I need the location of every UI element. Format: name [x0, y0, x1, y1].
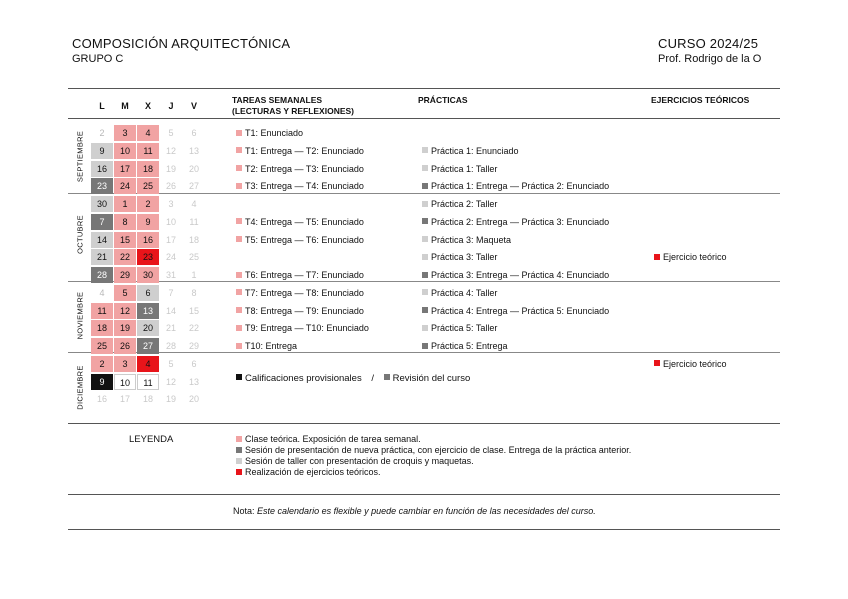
day-cell: 24 [114, 178, 136, 194]
day-cell: 3 [168, 199, 174, 209]
day-cell: 19 [165, 394, 176, 405]
note-label: Nota: [233, 506, 255, 516]
task-entry: T3: Entrega — T4: Enunciado [236, 178, 364, 194]
theory-entry: Ejercicio teórico [654, 356, 727, 372]
day-cell: 24 [165, 252, 176, 263]
day-cell: 10 [165, 216, 176, 227]
day-cell: 18 [137, 161, 159, 177]
pink-square-icon [236, 272, 242, 278]
group-label: GRUPO C [72, 53, 124, 65]
note [233, 506, 596, 516]
pink-square-icon [236, 343, 242, 349]
month-label-october: OCTUBRE [75, 215, 85, 254]
day-header-x: X [144, 101, 151, 111]
day-cell: 6 [137, 285, 159, 301]
final-note [236, 371, 470, 387]
day-cell: 11 [91, 303, 113, 319]
dark-gray-square-icon [422, 183, 428, 189]
pink-square-icon [236, 289, 242, 295]
day-cell: 28 [165, 341, 176, 351]
final-note-part2: Revisión del curso [392, 373, 471, 384]
practice-entry: Práctica 3: Maqueta [422, 232, 511, 248]
day-header-j: J [168, 101, 174, 111]
day-cell: 26 [165, 181, 176, 192]
pink-square-icon [236, 436, 242, 442]
day-cell: 29 [114, 267, 136, 283]
practice-entry: Práctica 4: Taller [422, 285, 497, 301]
red-square-icon [654, 254, 660, 260]
light-gray-square-icon [422, 289, 428, 295]
legend-bottom-rule [68, 494, 780, 495]
day-cell: 12 [165, 145, 176, 156]
pink-square-icon [236, 325, 242, 331]
day-cell: 18 [188, 234, 199, 245]
course-title: COMPOSICIÓN ARQUITECTÓNICA [72, 36, 291, 51]
header-rule [68, 118, 780, 119]
month-label-september: SEPTIEMBRE [75, 130, 85, 183]
pink-square-icon [236, 218, 242, 224]
day-cell: 6 [191, 128, 197, 138]
day-cell: 16 [91, 161, 113, 177]
red-square-icon [654, 360, 660, 366]
legend-item: Sesión de presentación de nueva práctica, con ejercicio de clase. Entrega de la práctica anterior. [236, 445, 631, 456]
practice-entry: Práctica 3: Taller [422, 249, 497, 265]
tasks-header-line2: (LECTURAS Y REFLEXIONES) [232, 106, 355, 116]
day-cell: 13 [137, 303, 159, 319]
note-text: Este calendario es flexible y puede cambiar en función de las necesidades del curso. [257, 506, 596, 516]
practice-entry: Práctica 5: Entrega [422, 338, 508, 354]
day-cell: 17 [165, 234, 176, 245]
final-note-separator: / [371, 373, 374, 384]
course-year: CURSO 2024/25 [658, 36, 759, 51]
day-cell: 22 [188, 323, 199, 334]
dark-gray-square-icon [384, 374, 390, 380]
day-cell: 2 [91, 356, 113, 372]
task-entry: T9: Entrega — T10: Enunciado [236, 320, 369, 336]
light-gray-square-icon [422, 201, 428, 207]
dark-gray-square-icon [236, 447, 242, 453]
day-cell: 7 [91, 214, 113, 230]
month-label-november: NOVIEMBRE [75, 291, 85, 340]
task-entry: T8: Entrega — T9: Enunciado [236, 303, 364, 319]
day-cell: 5 [168, 128, 174, 138]
pink-square-icon [236, 165, 242, 171]
day-cell: 2 [99, 128, 105, 138]
task-entry: T6: Entrega — T7: Enunciado [236, 267, 364, 283]
day-cell: 3 [114, 356, 136, 372]
pink-square-icon [236, 130, 242, 136]
light-gray-square-icon [422, 325, 428, 331]
day-cell: 20 [137, 320, 159, 336]
day-cell: 17 [114, 161, 136, 177]
task-entry: T1: Enunciado [236, 125, 303, 141]
practice-entry: Práctica 2: Entrega — Práctica 3: Enunciado [422, 214, 609, 230]
legend-item: Realización de ejercicios teóricos. [236, 467, 631, 478]
day-cell: 28 [91, 267, 113, 283]
day-cell: 21 [91, 249, 113, 265]
day-cell: 10 [114, 374, 136, 390]
grid-bottom-rule [68, 423, 780, 424]
day-cell: 8 [191, 287, 197, 298]
day-header-m: M [121, 101, 129, 111]
day-cell: 12 [114, 303, 136, 319]
day-cell: 7 [168, 287, 174, 298]
task-entry: T4: Entrega — T5: Enunciado [236, 214, 364, 230]
practice-entry: Práctica 1: Entrega — Práctica 2: Enunciado [422, 178, 609, 194]
day-cell: 1 [191, 270, 197, 280]
tasks-header-line1: TAREAS SEMANALES [232, 95, 323, 105]
tasks-header [232, 95, 354, 117]
day-cell: 13 [188, 145, 199, 156]
day-cell: 19 [114, 320, 136, 336]
day-cell: 22 [114, 249, 136, 265]
day-cell: 12 [165, 376, 176, 387]
pink-square-icon [236, 183, 242, 189]
day-cell: 16 [137, 232, 159, 248]
practice-entry: Práctica 4: Entrega — Práctica 5: Enunciado [422, 303, 609, 319]
month-label-december: DICIEMBRE [75, 365, 85, 410]
day-cell: 5 [114, 285, 136, 301]
task-entry: T2: Entrega — T3: Enunciado [236, 161, 364, 177]
day-cell: 30 [137, 267, 159, 283]
day-cell: 9 [91, 143, 113, 159]
day-cell: 15 [188, 305, 199, 316]
day-cell: 9 [137, 214, 159, 230]
day-cell: 10 [114, 143, 136, 159]
day-cell: 14 [165, 305, 176, 316]
practices-header: PRÁCTICAS [418, 95, 468, 105]
day-cell: 27 [137, 338, 159, 354]
day-cell: 26 [114, 338, 136, 354]
day-cell: 25 [188, 252, 199, 263]
day-cell: 29 [188, 341, 199, 351]
day-cell: 4 [137, 356, 159, 372]
task-entry: T10: Entrega [236, 338, 297, 354]
red-square-icon [236, 469, 242, 475]
day-cell: 3 [114, 125, 136, 141]
day-cell: 27 [188, 181, 199, 192]
day-cell: 18 [142, 394, 153, 405]
day-cell: 11 [137, 143, 159, 159]
legend [236, 434, 631, 478]
theory-entry: Ejercicio teórico [654, 249, 727, 265]
pink-square-icon [236, 307, 242, 313]
day-cell: 4 [137, 125, 159, 141]
day-cell: 18 [91, 320, 113, 336]
practice-entry: Práctica 1: Enunciado [422, 143, 519, 159]
day-cell: 17 [119, 394, 130, 405]
task-entry: T7: Entrega — T8: Enunciado [236, 285, 364, 301]
practice-entry: Práctica 5: Taller [422, 320, 497, 336]
day-cell: 5 [168, 358, 174, 369]
professor-name: Prof. Rodrigo de la O [658, 53, 762, 65]
day-cell: 2 [137, 196, 159, 212]
dark-gray-square-icon [422, 343, 428, 349]
day-cell: 6 [191, 358, 197, 369]
day-header-l: L [99, 101, 105, 111]
day-cell: 20 [188, 163, 199, 174]
light-gray-square-icon [422, 236, 428, 242]
day-cell: 15 [114, 232, 136, 248]
day-cell: 25 [137, 178, 159, 194]
day-cell: 4 [99, 287, 105, 298]
light-gray-square-icon [422, 165, 428, 171]
top-rule [68, 88, 780, 89]
legend-item: Sesión de taller con presentación de croquis y maquetas. [236, 456, 631, 467]
theory-header: EJERCICIOS TEÓRICOS [651, 95, 750, 105]
day-cell: 20 [188, 394, 199, 405]
day-cell: 4 [191, 199, 197, 209]
day-cell: 13 [188, 376, 199, 387]
day-cell: 11 [137, 374, 159, 390]
day-cell: 23 [91, 178, 113, 194]
day-cell: 16 [96, 394, 107, 405]
day-cell: 31 [165, 270, 176, 280]
black-square-icon [236, 374, 242, 380]
practice-entry: Práctica 2: Taller [422, 196, 497, 212]
task-entry: T5: Entrega — T6: Enunciado [236, 232, 364, 248]
day-header-v: V [190, 101, 197, 111]
practice-entry: Práctica 3: Entrega — Práctica 4: Enunciado [422, 267, 609, 283]
day-cell: 21 [165, 323, 176, 334]
dark-gray-square-icon [422, 307, 428, 313]
day-cell: 9 [91, 374, 113, 390]
light-gray-square-icon [236, 458, 242, 464]
task-entry: T1: Entrega — T2: Enunciado [236, 143, 364, 159]
final-note-part1: Calificaciones provisionales [245, 373, 362, 384]
light-gray-square-icon [422, 147, 428, 153]
day-cell: 19 [165, 163, 176, 174]
day-cell: 30 [91, 196, 113, 212]
pink-square-icon [236, 236, 242, 242]
day-cell: 25 [91, 338, 113, 354]
day-cell: 11 [189, 216, 199, 227]
light-gray-square-icon [422, 254, 428, 260]
dark-gray-square-icon [422, 218, 428, 224]
legend-title: LEYENDA [129, 434, 174, 445]
day-cell: 14 [91, 232, 113, 248]
day-cell: 8 [114, 214, 136, 230]
pink-square-icon [236, 147, 242, 153]
dark-gray-square-icon [422, 272, 428, 278]
legend-item: Clase teórica. Exposición de tarea semanal. [236, 434, 631, 445]
day-cell: 23 [137, 249, 159, 265]
practice-entry: Práctica 1: Taller [422, 161, 497, 177]
bottom-rule [68, 529, 780, 530]
day-cell: 1 [114, 196, 136, 212]
